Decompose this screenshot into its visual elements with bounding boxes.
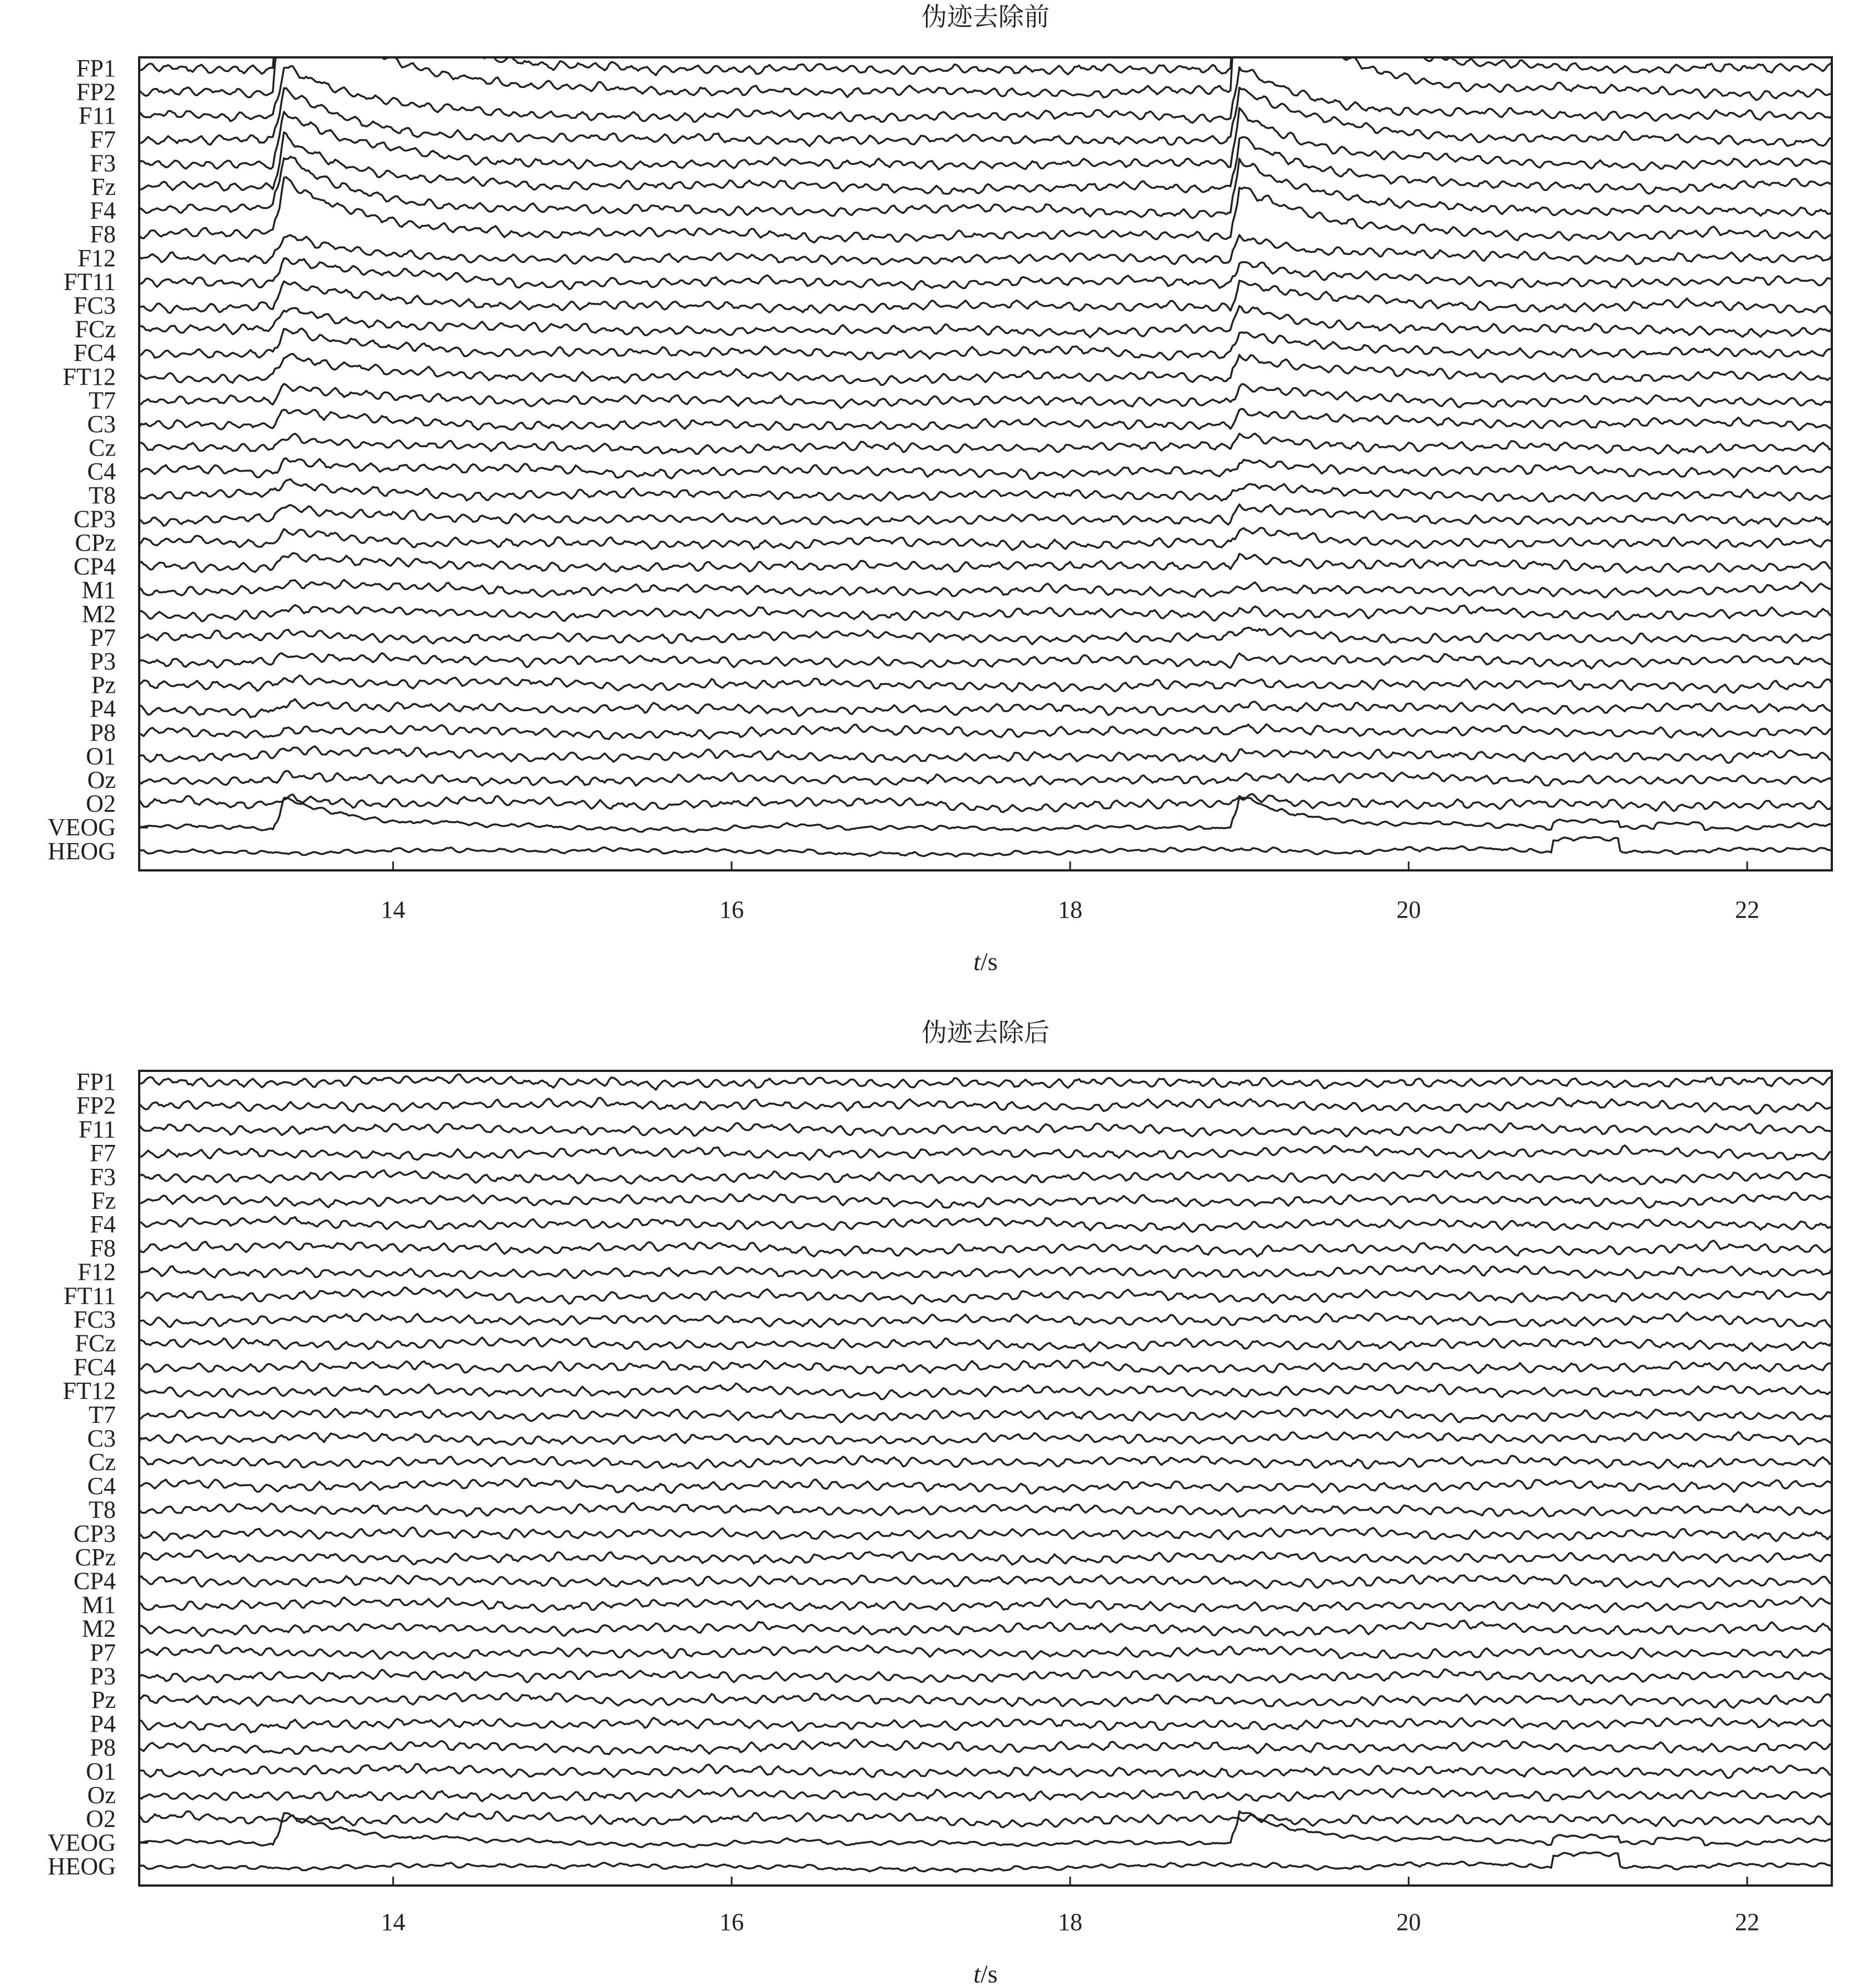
x-tick-label-16: 16 <box>719 1908 744 1936</box>
trace-o2 <box>139 794 1832 812</box>
trace-fc3 <box>139 281 1832 315</box>
trace-cz <box>139 434 1832 454</box>
trace-p8 <box>139 1740 1832 1754</box>
channel-label-t7: T7 <box>89 386 116 414</box>
trace-p8 <box>139 724 1832 740</box>
x-tick-label-22: 22 <box>1735 1908 1759 1936</box>
channel-label-c4: C4 <box>87 1472 116 1500</box>
channel-label-fp2: FP2 <box>76 1091 116 1119</box>
panel-after-artifact-removal <box>48 1017 1832 1988</box>
trace-m1 <box>139 1597 1832 1613</box>
channel-label-o1: O1 <box>86 742 116 770</box>
trace-p4 <box>139 1718 1832 1733</box>
x-tick-label-22: 22 <box>1735 896 1759 923</box>
trace-fz <box>139 1193 1832 1208</box>
trace-t7 <box>139 1408 1832 1422</box>
trace-fp1 <box>139 1074 1832 1090</box>
channel-label-fc3: FC3 <box>73 1306 116 1333</box>
trace-m1 <box>139 580 1832 598</box>
channel-label-fc4: FC4 <box>73 1353 116 1381</box>
channel-label-f3: F3 <box>90 1163 116 1191</box>
channel-label-fp1: FP1 <box>76 1068 116 1095</box>
x-tick-label-18: 18 <box>1058 896 1082 923</box>
trace-p7 <box>139 1646 1832 1659</box>
trace-cp3 <box>139 505 1832 527</box>
channel-labels-before <box>48 55 116 865</box>
trace-p3 <box>139 1669 1832 1683</box>
x-tick-label-20: 20 <box>1396 1908 1421 1936</box>
trace-f3 <box>139 1171 1832 1184</box>
channel-label-m1: M1 <box>81 1591 116 1619</box>
x-tick-label-14: 14 <box>381 1908 405 1936</box>
trace-t8 <box>139 1503 1832 1517</box>
channel-label-p7: P7 <box>90 1638 116 1666</box>
panel-title-before: 伪迹去除前 <box>921 2 1050 32</box>
channel-label-cp3: CP3 <box>73 505 116 533</box>
x-tick-label-14: 14 <box>381 896 405 923</box>
trace-f12 <box>139 1266 1832 1279</box>
x-axis-label-after: t/s <box>973 1960 998 1988</box>
channel-label-cp4: CP4 <box>73 1567 116 1595</box>
trace-ft11 <box>139 1287 1832 1304</box>
trace-m2 <box>139 1620 1832 1636</box>
channel-label-o2: O2 <box>86 1805 116 1833</box>
channel-label-heog: HEOG <box>47 837 116 865</box>
trace-c4 <box>139 458 1832 479</box>
panel-before-artifact-removal <box>48 0 1832 976</box>
channel-label-f12: F12 <box>77 244 116 272</box>
channel-label-cpz: CPz <box>75 1544 116 1571</box>
x-tick-label-16: 16 <box>719 896 744 923</box>
trace-f7 <box>139 1145 1832 1160</box>
trace-ft12 <box>139 354 1832 385</box>
channel-label-ft12: FT12 <box>62 363 116 390</box>
trace-c3 <box>139 1432 1832 1445</box>
trace-p7 <box>139 628 1832 644</box>
trace-oz <box>139 771 1832 786</box>
channel-label-c4: C4 <box>87 458 116 486</box>
channel-label-p7: P7 <box>90 624 116 652</box>
channel-label-pz: Pz <box>91 671 116 699</box>
trace-t8 <box>139 479 1832 502</box>
trace-fc4 <box>139 1360 1832 1374</box>
channel-label-p8: P8 <box>90 1734 116 1761</box>
channel-label-p3: P3 <box>90 1662 116 1690</box>
trace-o1 <box>139 746 1832 763</box>
trace-c3 <box>139 409 1832 430</box>
channel-label-fp2: FP2 <box>76 78 116 106</box>
trace-fcz <box>139 306 1832 337</box>
channel-label-pz: Pz <box>91 1686 116 1714</box>
x-tick-label-18: 18 <box>1058 1908 1082 1936</box>
trace-heog <box>139 837 1832 856</box>
channel-label-f3: F3 <box>90 149 116 177</box>
channel-label-t8: T8 <box>89 481 116 509</box>
panel-title-after: 伪迹去除后 <box>921 1017 1050 1047</box>
channel-label-p3: P3 <box>90 648 116 675</box>
trace-f12 <box>139 235 1832 265</box>
channel-label-oz: Oz <box>87 766 116 794</box>
trace-cp4 <box>139 553 1832 572</box>
trace-cp4 <box>139 1575 1832 1589</box>
channel-label-t7: T7 <box>89 1401 116 1428</box>
channel-labels-after <box>48 1068 116 1880</box>
channel-label-cpz: CPz <box>75 529 116 556</box>
trace-fp2 <box>139 1098 1832 1114</box>
channel-label-m1: M1 <box>81 576 116 604</box>
channel-label-cp3: CP3 <box>73 1520 116 1548</box>
channel-label-oz: Oz <box>87 1781 116 1809</box>
channel-label-fcz: FCz <box>75 315 116 343</box>
eeg-traces-after <box>139 1074 1832 1872</box>
trace-cpz <box>139 528 1832 550</box>
channel-label-p4: P4 <box>90 695 116 723</box>
x-axis-ticks-after <box>139 1843 1759 1936</box>
trace-p4 <box>139 699 1832 718</box>
plot-frame-after <box>139 1071 1832 1886</box>
channel-label-p4: P4 <box>90 1710 116 1737</box>
channel-label-ft12: FT12 <box>62 1377 116 1405</box>
channel-label-f4: F4 <box>90 197 116 224</box>
eeg-traces-before <box>139 0 1832 856</box>
channel-label-t8: T8 <box>89 1496 116 1524</box>
channel-label-c3: C3 <box>87 410 116 438</box>
trace-o2 <box>139 1811 1832 1828</box>
channel-label-f7: F7 <box>90 1139 116 1167</box>
channel-label-ft11: FT11 <box>63 1282 116 1310</box>
channel-label-fcz: FCz <box>75 1329 116 1357</box>
channel-label-fz: Fz <box>91 173 116 200</box>
trace-cp3 <box>139 1527 1832 1541</box>
trace-pz <box>139 1693 1832 1708</box>
channel-label-cz: Cz <box>89 434 116 462</box>
channel-label-fz: Fz <box>91 1187 116 1215</box>
trace-p3 <box>139 653 1832 669</box>
trace-cpz <box>139 1550 1832 1565</box>
channel-label-fp1: FP1 <box>76 55 116 82</box>
channel-label-c3: C3 <box>87 1424 116 1452</box>
x-axis-label-before: t/s <box>973 947 998 976</box>
channel-label-o1: O1 <box>86 1757 116 1785</box>
channel-label-ft11: FT11 <box>63 268 116 296</box>
channel-label-veog: VEOG <box>47 814 116 841</box>
channel-label-f4: F4 <box>90 1211 116 1238</box>
channel-label-f12: F12 <box>77 1258 116 1286</box>
x-axis-ticks-before <box>139 827 1759 923</box>
trace-f7 <box>139 87 1832 146</box>
channel-label-cp4: CP4 <box>73 552 116 580</box>
channel-label-o2: O2 <box>86 790 116 817</box>
trace-f8 <box>139 1241 1832 1257</box>
channel-label-fc4: FC4 <box>73 339 116 367</box>
channel-label-veog: VEOG <box>47 1829 116 1857</box>
trace-fcz <box>139 1338 1832 1352</box>
trace-c4 <box>139 1479 1832 1494</box>
trace-oz <box>139 1788 1832 1801</box>
channel-label-m2: M2 <box>81 1615 116 1643</box>
trace-f11 <box>139 1123 1832 1137</box>
trace-m2 <box>139 605 1832 621</box>
channel-label-m2: M2 <box>81 600 116 628</box>
trace-pz <box>139 675 1832 693</box>
trace-o1 <box>139 1764 1832 1778</box>
trace-ft12 <box>139 1383 1832 1399</box>
channel-label-cz: Cz <box>89 1448 116 1476</box>
channel-label-f11: F11 <box>79 102 116 130</box>
channel-label-f11: F11 <box>79 1115 116 1143</box>
x-tick-label-20: 20 <box>1396 896 1421 923</box>
trace-f4 <box>139 1217 1832 1232</box>
channel-label-p8: P8 <box>90 718 116 746</box>
trace-t7 <box>139 384 1832 408</box>
plot-frame-before <box>139 57 1832 870</box>
channel-label-heog: HEOG <box>47 1853 116 1881</box>
trace-heog <box>139 1852 1832 1872</box>
channel-label-f8: F8 <box>90 221 116 248</box>
channel-label-f7: F7 <box>90 125 116 153</box>
trace-cz <box>139 1456 1832 1468</box>
channel-label-fc3: FC3 <box>73 292 116 319</box>
channel-label-f8: F8 <box>90 1234 116 1262</box>
trace-fc3 <box>139 1313 1832 1329</box>
